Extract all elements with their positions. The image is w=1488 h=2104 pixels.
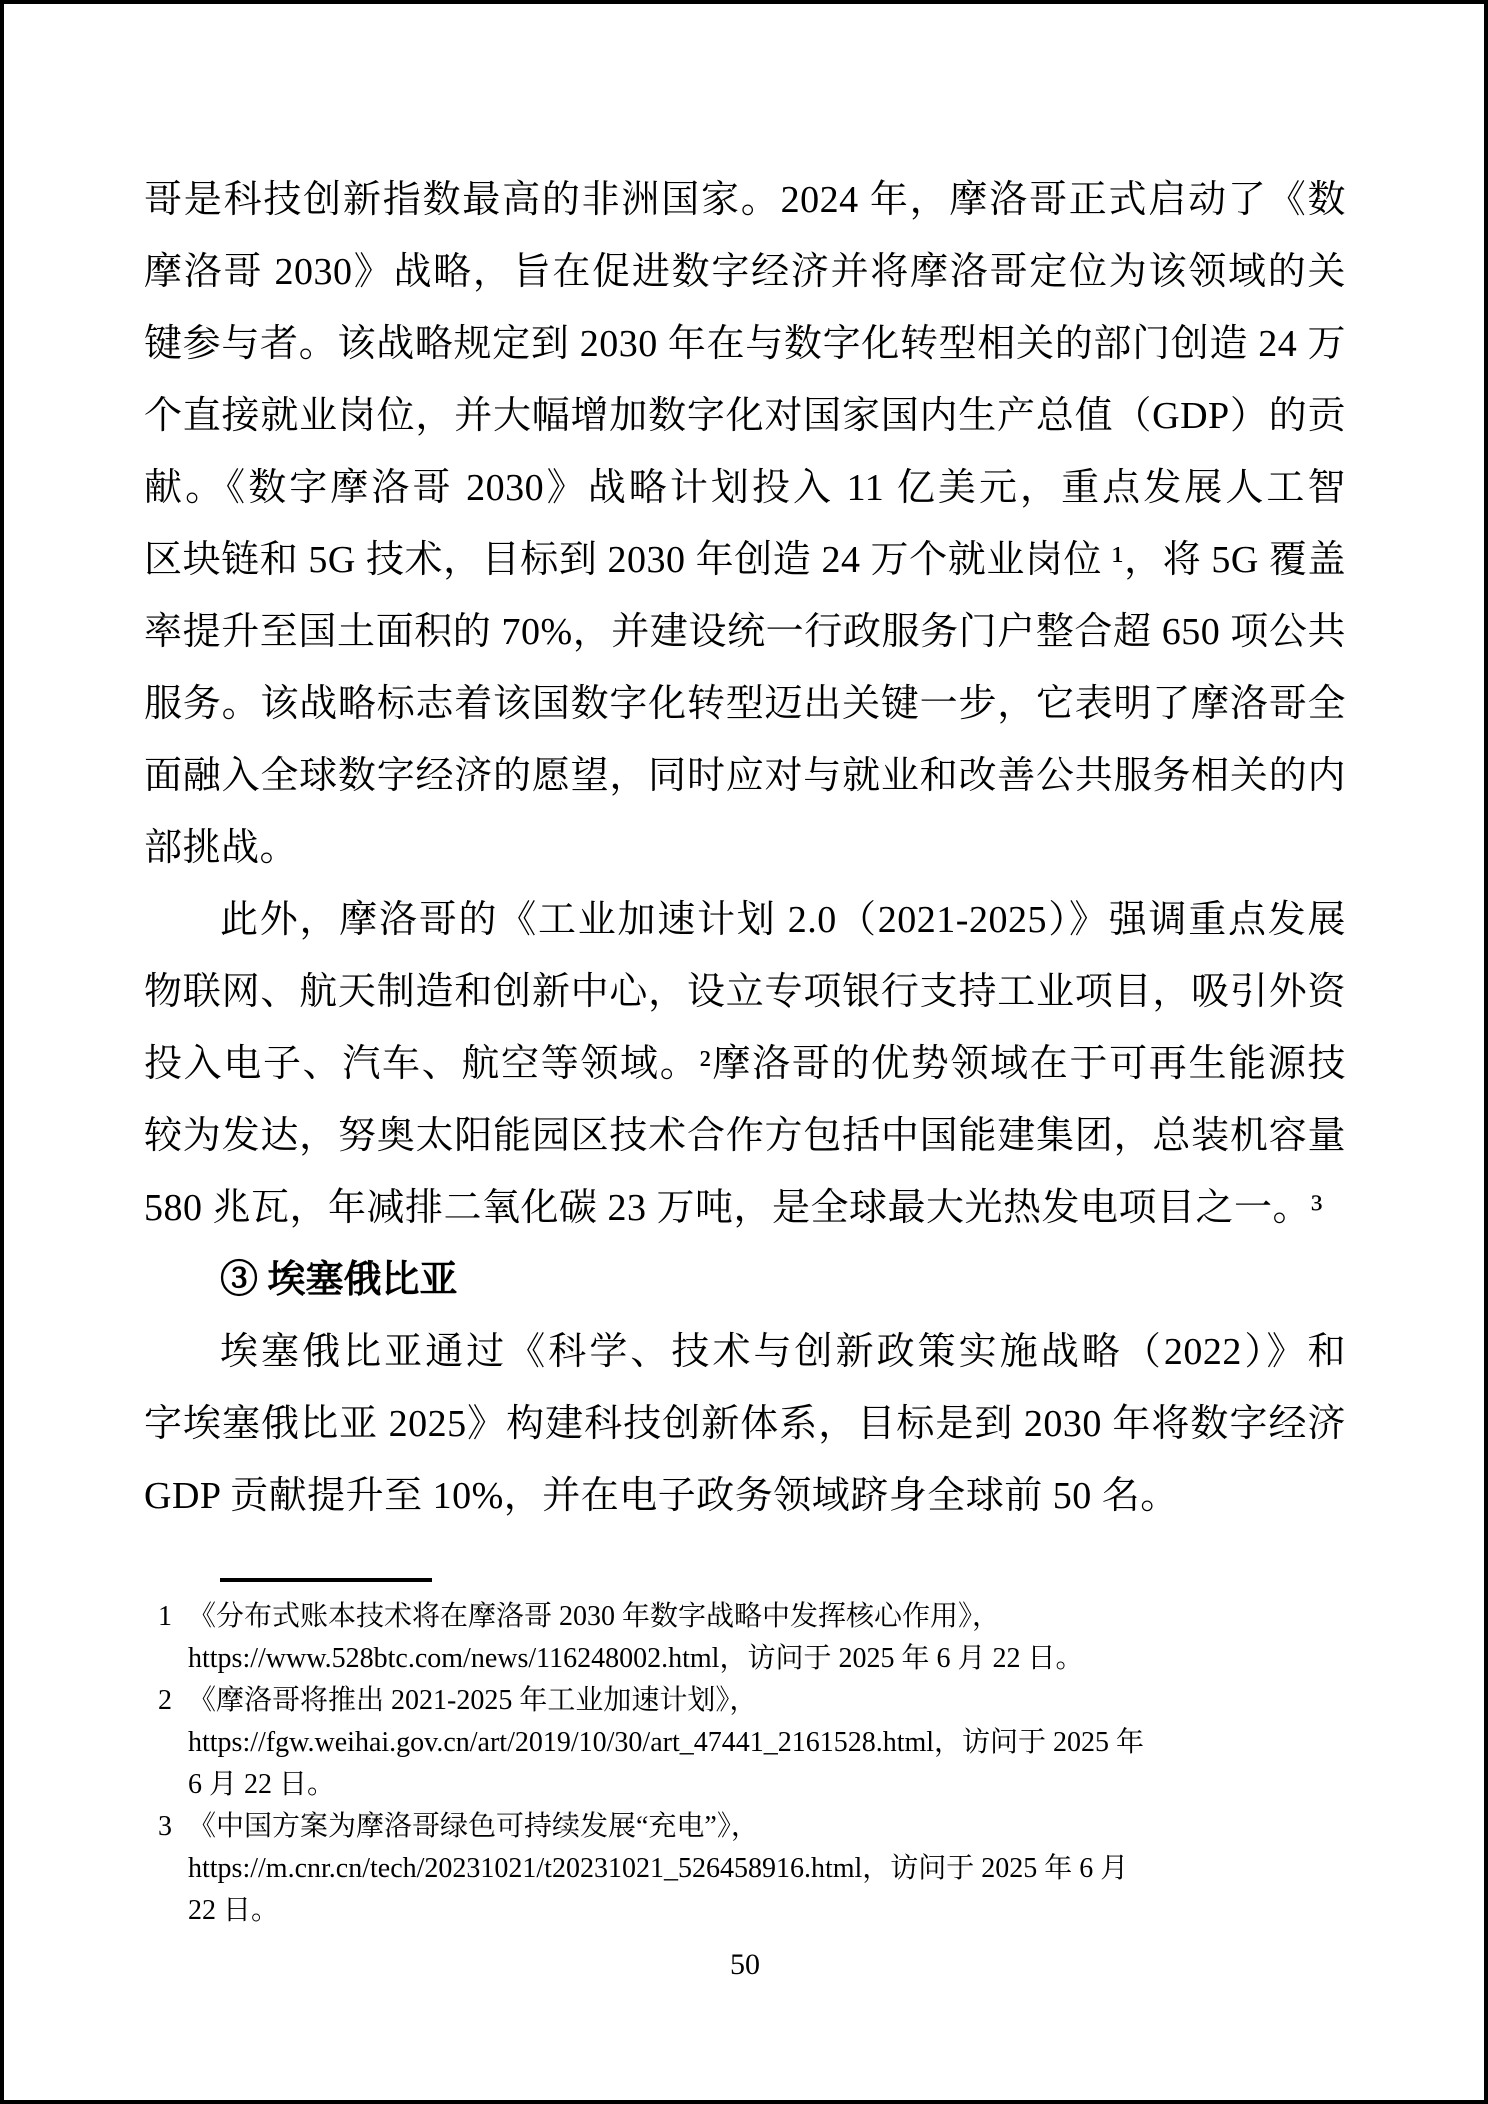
body-line: 服务。该战略标志着该国数字化转型迈出关键一步，它表明了摩洛哥全: [144, 683, 1346, 725]
body-line: 个直接就业岗位，并大幅增加数字化对国家国内生产总值（GDP）的贡: [144, 395, 1346, 437]
footnote-text: [188, 1680, 1346, 1806]
footnote-line: 《分布式账本技术将在摩洛哥 2030 年数字战略中发挥核心作用》，: [188, 1601, 1001, 1632]
body-line: 此外，摩洛哥的《工业加速计划 2.0（2021-2025）》强调重点发展: [220, 899, 1346, 941]
footnote-line: https://fgw.weihai.gov.cn/art/2019/10/30/art_47441_2161528.html，访问于 2025 年: [188, 1727, 1145, 1758]
footnote-item: [144, 1680, 1346, 1806]
footnote-number: 3: [158, 1811, 172, 1842]
footnote-separator: [220, 1578, 432, 1582]
body-line: 率提升至国土面积的 70%，并建设统一行政服务门户整合超 650 项公共: [144, 611, 1346, 653]
footnote-line: 《摩洛哥将推出 2021-2025 年工业加速计划》，: [188, 1685, 758, 1716]
footnote-line: https://www.528btc.com/news/116248002.html，访问于 2025 年 6 月 22 日。: [188, 1643, 1084, 1674]
page-content: [4, 4, 1484, 1986]
paragraph-morocco-digital-strategy: [144, 164, 1346, 884]
footnote-line: 《中国方案为摩洛哥绿色可持续发展“充电”》，: [188, 1811, 759, 1842]
body-line: 献。《数字摩洛哥 2030》战略计划投入 11 亿美元，重点发展人工智: [144, 467, 1346, 509]
body-line: 区块链和 5G 技术，目标到 2030 年创造 24 万个就业岗位 ¹，将 5G 覆盖: [144, 539, 1346, 581]
footnote-number: 1: [158, 1601, 172, 1632]
body-line: 投入电子、汽车、航空等领域。²摩洛哥的优势领域在于可再生能源技: [144, 1043, 1346, 1085]
body-line: 哥是科技创新指数最高的非洲国家。2024 年，摩洛哥正式启动了《数: [144, 179, 1346, 221]
footnote-number: 2: [158, 1685, 172, 1716]
body-line: 部挑战。: [144, 827, 299, 869]
body-line: 字埃塞俄比亚 2025》构建科技创新体系，目标是到 2030 年将数字经济: [144, 1403, 1346, 1445]
body-line: 580 兆瓦，年减排二氧化碳 23 万吨，是全球最大光热发电项目之一。³: [144, 1187, 1323, 1229]
section-heading-ethiopia: ③ 埃塞俄比亚: [220, 1259, 458, 1301]
body-line: 键参与者。该战略规定到 2030 年在与数字化转型相关的部门创造 24 万: [144, 323, 1346, 365]
body-line: 面融入全球数字经济的愿望，同时应对与就业和改善公共服务相关的内: [144, 755, 1346, 797]
paragraph-ethiopia-strategy: [144, 1316, 1346, 1532]
page-number: 50: [730, 1948, 760, 1981]
footnotes-section: [144, 1596, 1346, 1932]
body-line: 摩洛哥 2030》战略，旨在促进数字经济并将摩洛哥定位为该领域的关: [144, 251, 1346, 293]
body-line: 物联网、航天制造和创新中心，设立专项银行支持工业项目，吸引外资: [144, 971, 1346, 1013]
footnote-line: https://m.cnr.cn/tech/20231021/t20231021_526458916.html，访问于 2025 年 6 月: [188, 1853, 1129, 1884]
footnote-text: [188, 1806, 1346, 1932]
footnote-item: [144, 1596, 1346, 1680]
body-line: 埃塞俄比亚通过《科学、技术与创新政策实施战略（2022）》和: [220, 1331, 1346, 1373]
paragraph-industrial-acceleration-plan: [144, 884, 1346, 1244]
body-line: GDP 贡献提升至 10%，并在电子政务领域跻身全球前 50 名。: [144, 1475, 1179, 1517]
footnote-item: [144, 1806, 1346, 1932]
footnote-line: 6 月 22 日。: [188, 1769, 336, 1800]
footnote-line: 22 日。: [188, 1895, 280, 1926]
footnote-text: [188, 1596, 1346, 1680]
body-line: 较为发达，努奥太阳能园区技术合作方包括中国能建集团，总装机容量: [144, 1115, 1346, 1157]
